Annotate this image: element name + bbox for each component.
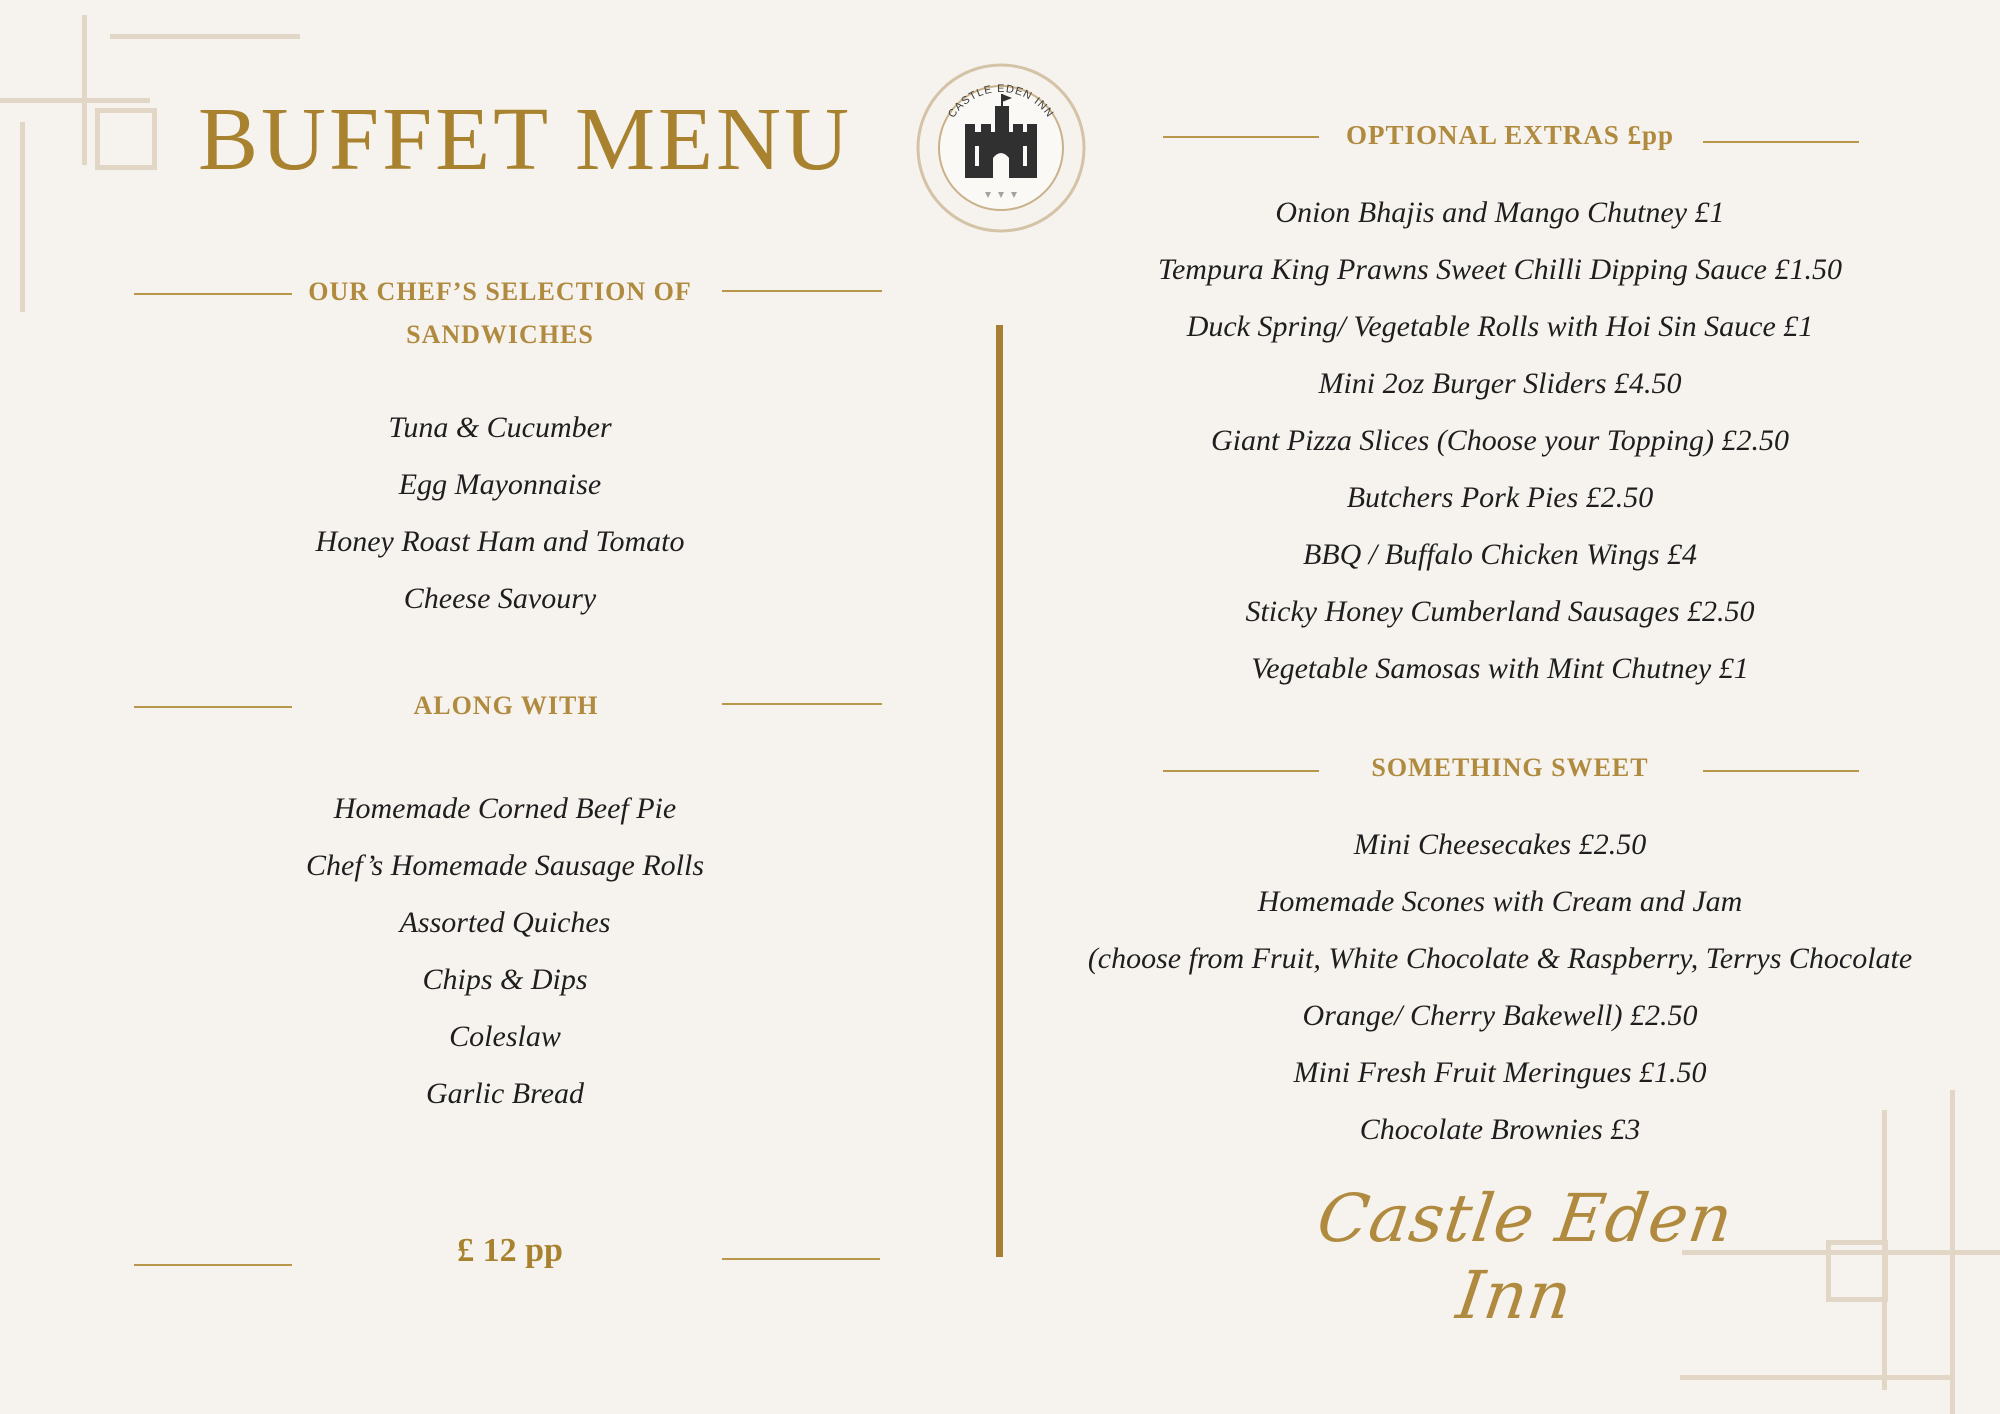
section-heading-optional-extras: OPTIONAL EXTRAS £pp bbox=[1345, 120, 1675, 150]
deco-line bbox=[1680, 1375, 1950, 1380]
page-title: BUFFET MENU bbox=[198, 90, 852, 189]
list-item: Butchers Pork Pies £2.50 bbox=[1346, 481, 1654, 514]
divider-rule bbox=[722, 703, 882, 705]
list-item: Tempura King Prawns Sweet Chilli Dipping Sauce £1.50 bbox=[1158, 253, 1842, 286]
signature: Castle Eden Inn bbox=[1312, 1180, 1739, 1334]
list-item: Chips & Dips bbox=[422, 963, 588, 996]
divider-rule bbox=[722, 290, 882, 292]
divider-rule bbox=[1163, 770, 1319, 772]
divider-rule bbox=[722, 1258, 880, 1260]
list-item: Vegetable Samosas with Mint Chutney £1 bbox=[1251, 652, 1749, 685]
heading-line: SANDWICHES bbox=[406, 320, 594, 349]
heading-line: OUR CHEF’S SELECTION OF bbox=[308, 277, 692, 306]
section-heading-something-sweet: SOMETHING SWEET bbox=[1371, 753, 1649, 782]
deco-line bbox=[0, 98, 150, 103]
list-item: Chocolate Brownies £3 bbox=[1359, 1113, 1641, 1146]
section-heading-along-with: ALONG WITH bbox=[413, 691, 599, 720]
divider-rule bbox=[1163, 136, 1319, 138]
list-item: Garlic Bread bbox=[425, 1077, 585, 1110]
list-item: Mini 2oz Burger Sliders £4.50 bbox=[1318, 367, 1682, 400]
svg-text:CASTLE EDEN INN: CASTLE EDEN INN bbox=[946, 82, 1056, 121]
buffet-price: £ 12 pp bbox=[457, 1232, 563, 1269]
sandwich-list bbox=[240, 399, 760, 627]
list-item: Mini Cheesecakes £2.50 bbox=[1353, 828, 1647, 861]
list-item: Mini Fresh Fruit Meringues £1.50 bbox=[1293, 1056, 1707, 1089]
divider-rule bbox=[134, 1264, 292, 1266]
list-item: Assorted Quiches bbox=[399, 906, 611, 939]
deco-square bbox=[95, 108, 157, 170]
list-item: Sticky Honey Cumberland Sausages £2.50 bbox=[1245, 595, 1755, 628]
deco-line bbox=[110, 34, 300, 39]
column-divider bbox=[996, 325, 1003, 1257]
list-item: (choose from Fruit, White Chocolate & Raspberry, Terrys Chocolate bbox=[1087, 942, 1913, 975]
deco-line bbox=[82, 15, 87, 165]
list-item: Onion Bhajis and Mango Chutney £1 bbox=[1275, 196, 1725, 229]
divider-rule bbox=[134, 706, 292, 708]
deco-line bbox=[20, 122, 25, 312]
list-item: Homemade Corned Beef Pie bbox=[333, 792, 677, 825]
list-item: Homemade Scones with Cream and Jam bbox=[1257, 885, 1743, 918]
list-item: Egg Mayonnaise bbox=[398, 468, 602, 501]
along-with-list bbox=[240, 780, 770, 1122]
divider-rule bbox=[1703, 770, 1859, 772]
optional-extras-list bbox=[1040, 184, 1960, 697]
list-item: BBQ / Buffalo Chicken Wings £4 bbox=[1302, 538, 1698, 571]
list-item: Giant Pizza Slices (Choose your Topping) £2.50 bbox=[1210, 424, 1790, 457]
something-sweet-list bbox=[1040, 816, 1960, 1158]
list-item: Tuna & Cucumber bbox=[388, 411, 612, 444]
list-item: Coleslaw bbox=[449, 1020, 561, 1053]
list-item: Honey Roast Ham and Tomato bbox=[315, 525, 685, 558]
list-item: Orange/ Cherry Bakewell) £2.50 bbox=[1302, 999, 1698, 1032]
list-item: Cheese Savoury bbox=[403, 582, 597, 615]
list-item: Duck Spring/ Vegetable Rolls with Hoi Sin Sauce £1 bbox=[1186, 310, 1814, 343]
divider-rule bbox=[1703, 141, 1859, 143]
list-item: Chef’s Homemade Sausage Rolls bbox=[306, 849, 704, 882]
section-heading-sandwiches bbox=[290, 270, 710, 356]
deco-square bbox=[1826, 1240, 1888, 1302]
divider-rule bbox=[134, 293, 292, 295]
